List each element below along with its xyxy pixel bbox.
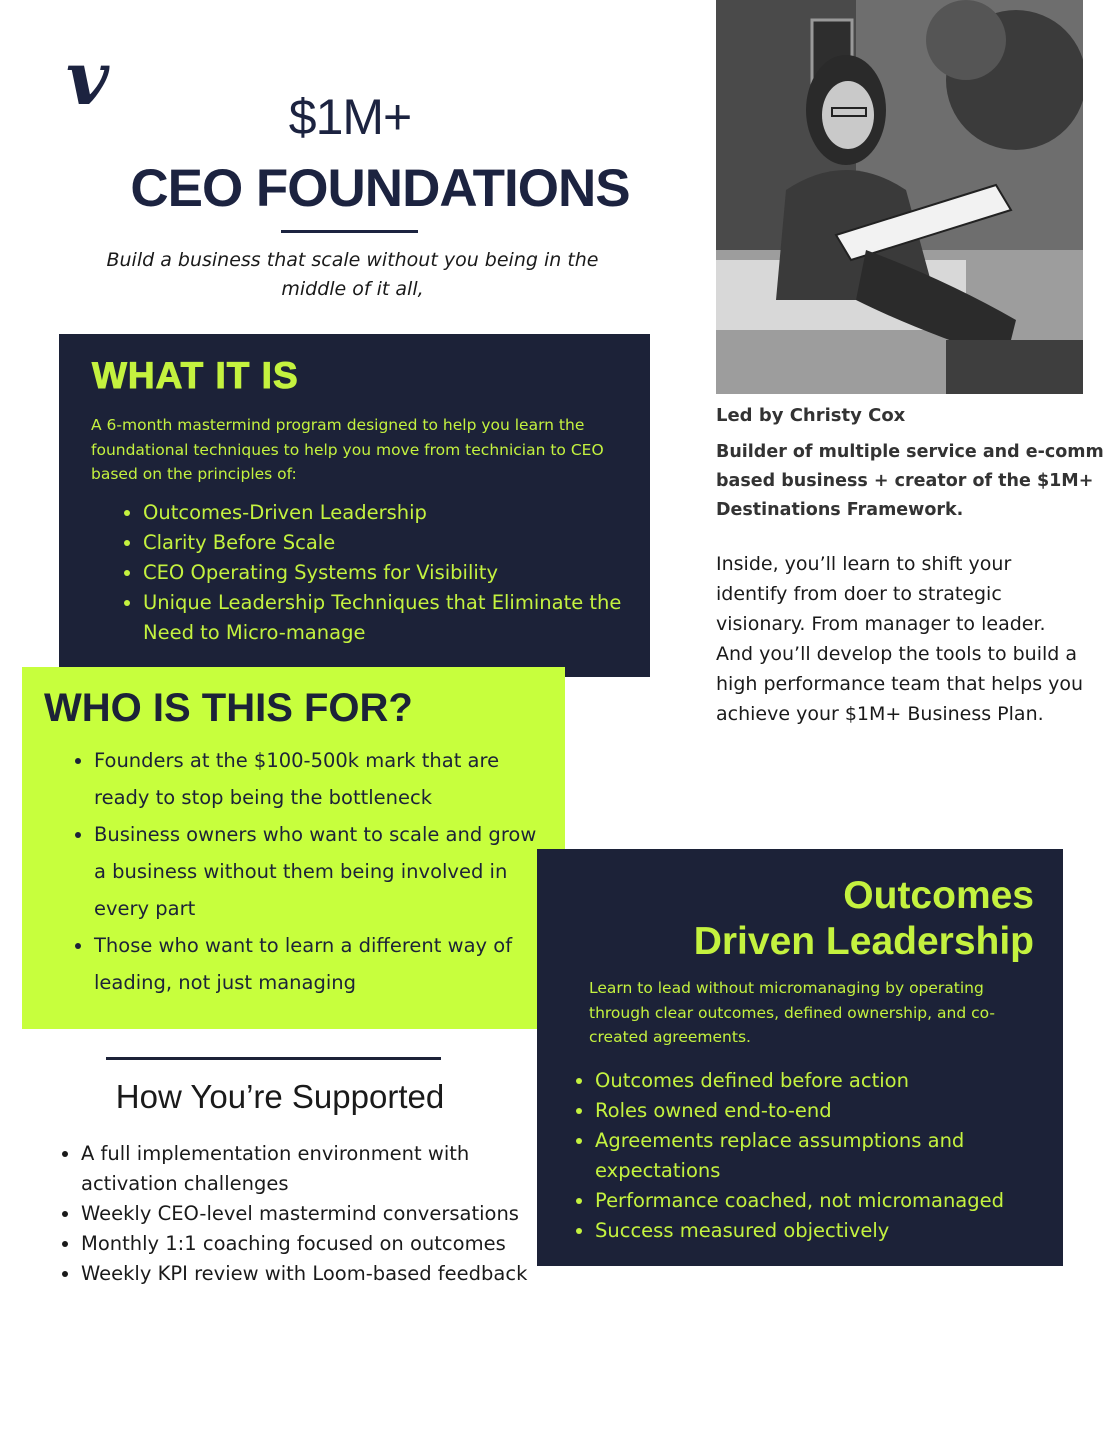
list-item: • Outcomes defined before action xyxy=(595,1066,1065,1096)
list-item: • A full implementation environment with activation challenges xyxy=(81,1139,541,1199)
audience-list xyxy=(70,742,554,1001)
program-summary: Inside, you’ll learn to shift your identify from doer to strategic visionary. From manager to leader. And you’ll develop the tools to build a high performance team that helps you achieve your $1M+ Business Plan. xyxy=(716,553,1084,725)
list-item: • Clarity Before Scale xyxy=(143,528,643,558)
principles-list xyxy=(118,498,643,648)
support-list xyxy=(57,1139,541,1289)
brand-logo: v xyxy=(66,36,109,122)
list-item: • Outcomes-Driven Leadership xyxy=(143,498,643,528)
list-item: • Performance coached, not micromanaged xyxy=(595,1186,1065,1216)
what-it-is-heading: WHAT IT IS xyxy=(92,355,299,396)
list-item: • Those who want to learn a different way of leading, not just managing xyxy=(94,927,554,1001)
leader-bio: Builder of multiple service and e-comm based business + creator of the $1M+ Destinations Framework. xyxy=(716,442,1104,520)
list-item: • CEO Operating Systems for Visibility xyxy=(143,558,643,588)
page-title: CEO FOUNDATIONS xyxy=(130,159,630,218)
title-divider xyxy=(281,230,418,233)
outcomes-description: Learn to lead without micromanaging by operating through clear outcomes, defined ownership, and co-created agreements. xyxy=(589,979,995,1046)
outcomes-heading-line2: Driven Leadership xyxy=(693,920,1034,963)
list-item: • Agreements replace assumptions and expectations xyxy=(595,1126,1065,1186)
outcomes-heading xyxy=(560,873,1034,965)
support-heading: How You’re Supported xyxy=(115,1078,445,1115)
tagline: Build a business that scale without you being in the middle of it all, xyxy=(106,249,599,300)
list-item: • Roles owned end-to-end xyxy=(595,1096,1065,1126)
list-item: • Unique Leadership Techniques that Eliminate the Need to Micro-manage xyxy=(143,588,643,648)
list-item: • Monthly 1:1 coaching focused on outcomes xyxy=(81,1229,541,1259)
leader-photo xyxy=(716,0,1083,394)
list-item: • Business owners who want to scale and grow a business without them being involved in every part xyxy=(94,816,554,927)
outcomes-heading-line1: Outcomes xyxy=(843,874,1034,917)
what-it-is-description: A 6-month mastermind program designed to help you learn the foundational techniques to help you move from technician to CEO based on the principles of: xyxy=(91,416,604,483)
portrait-illustration xyxy=(716,0,1083,394)
list-item: • Weekly CEO-level mastermind conversations xyxy=(81,1199,541,1229)
list-item: • Founders at the $100-500k mark that are ready to stop being the bottleneck xyxy=(94,742,554,816)
led-by: Led by Christy Cox xyxy=(716,405,906,426)
who-is-this-for-heading: WHO IS THIS FOR? xyxy=(44,686,413,730)
outcomes-list xyxy=(570,1066,1065,1246)
title-price: $1M+ xyxy=(288,89,412,145)
list-item: • Weekly KPI review with Loom-based feedback xyxy=(81,1259,541,1289)
support-divider xyxy=(106,1057,441,1060)
list-item: • Success measured objectively xyxy=(595,1216,1065,1246)
